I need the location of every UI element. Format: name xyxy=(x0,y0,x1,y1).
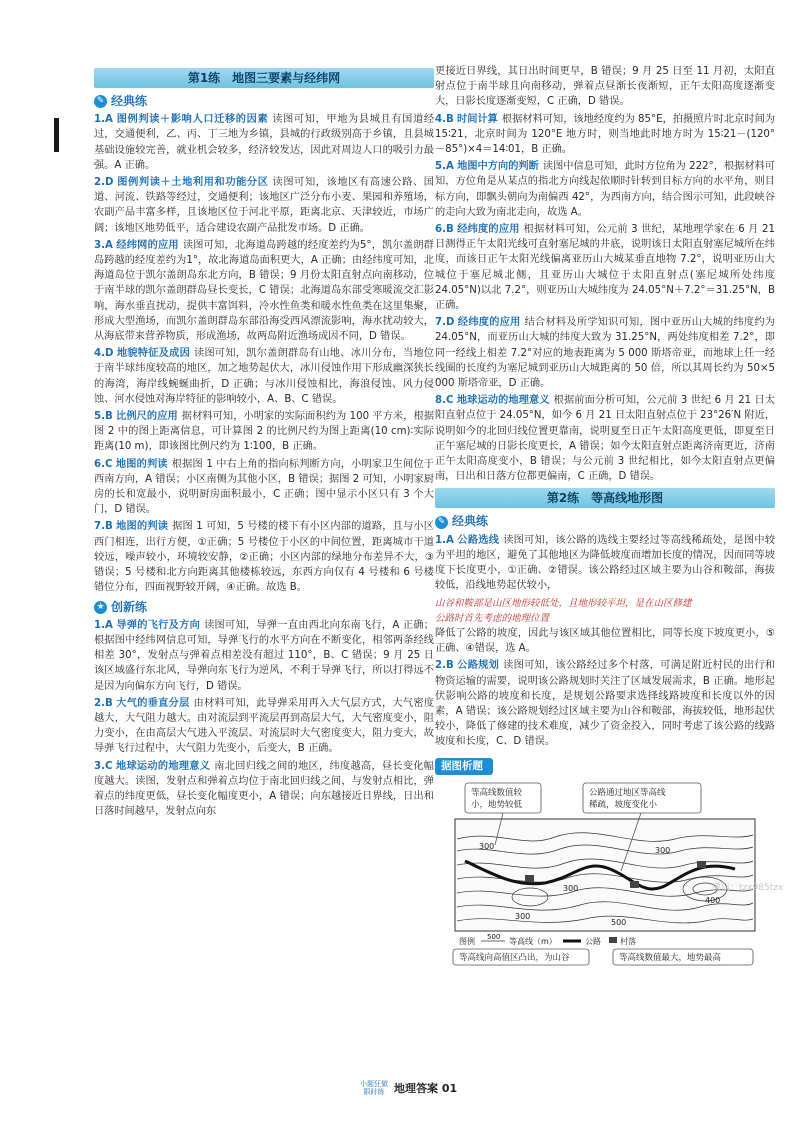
right-column xyxy=(435,64,775,967)
callout-right-line1: 公路通过地区等高线 xyxy=(589,787,666,798)
innovation-answer-list xyxy=(94,618,434,820)
answer-topic: 经纬度的应用 xyxy=(457,224,520,236)
watermark-text: 微信：tzx985tzx xyxy=(712,883,784,893)
contour-map-svg xyxy=(435,779,773,967)
contour-map-figure xyxy=(435,779,773,967)
answer-number: 6.C xyxy=(94,458,113,470)
answer-text: 由材料可知，此导弹采用再入大气层方式，大气密度越大，大气阻力越大。由对流层到平流层再到高层大气，大气密度变小，阻力变小，在由高层大气进入平流层、对流层时大气密度变大，阻力变大，故导弹飞行过程中，大气阻力先变小，后变大，B 正确。 xyxy=(94,697,435,755)
answer-item xyxy=(94,175,434,236)
village-marker xyxy=(630,881,639,888)
callout-left-line1: 等高线数值较 xyxy=(471,787,523,798)
map-analysis-banner: 据图析题 xyxy=(435,758,493,775)
answer-item xyxy=(94,759,434,820)
answer-item xyxy=(435,159,775,220)
contour-label: 400 xyxy=(705,895,721,905)
answer-item xyxy=(94,457,434,518)
answer-number: 6.B xyxy=(435,224,454,236)
answer-topic: 导弹的飞行及方向 xyxy=(116,619,201,631)
answer-number: 2.B xyxy=(94,697,113,709)
answer-number: 3.A xyxy=(94,239,113,251)
answer-topic: 比例尺的应用 xyxy=(116,411,178,423)
answer-item xyxy=(435,393,775,484)
answer-item xyxy=(94,112,434,173)
answer-item xyxy=(94,618,434,694)
page-edge-mark xyxy=(54,118,59,152)
village-marker xyxy=(525,875,534,882)
contour-label: 300 xyxy=(515,911,531,921)
answer-topic: 地貌特征及成因 xyxy=(116,348,191,360)
answer-item xyxy=(435,222,775,313)
lesson2-title: 第2练 等高线地形图 xyxy=(435,488,775,508)
answer-item xyxy=(94,238,434,344)
answer-number: 7.D xyxy=(435,317,455,329)
contour-label: 300 xyxy=(655,845,671,855)
answer-text: 降低了公路的坡度，因此与该区域其他位置相比，同等长度下坡度更小，⑤正确、④错误，选 A。 xyxy=(435,627,775,655)
answer-number: 4.D xyxy=(94,348,114,360)
answer-text: 读图可知，凯尔盖朗群岛有山地、冰川分布，当地位于南半球纬度较高的地区，加之地势起伏大，冰川侵蚀作用下形成幽深狭长的海湾，海岸线蜿蜒曲折，D 正确；与冰川侵蚀相比，海浪侵蚀、风力侵蚀、河水侵蚀对海岸特征的影响较小，A、B、C 错误。 xyxy=(94,348,434,405)
answer-topic: 地球运动的地理意义 xyxy=(456,395,550,407)
answer-text: 读图可知，该地区有高速公路、国道、河流、铁路等经过，交通便利；该地区广泛分布小麦、果园和养殖场，农副产品丰富多样，且该地区位于河北平原，距离北京、天津较近，市场广阔；该地区地势低平，适合建设农副产品批发市场。D 正确。 xyxy=(94,177,434,234)
answer-number: 1.A xyxy=(94,619,113,631)
answer-text: 据材料可知，小明家的实际面积约为 100 平方米，根据图 2 中的图上距离信息，可计算图 2 的比例尺约为图上距离(10 cm)∶实际距离(10 m)，即该图比例尺约为 1∶100，B 正确。 xyxy=(94,411,435,453)
answer-text: 读图可知，该公路的选线主要经过等高线稀疏处，是图中较为平坦的地区，避免了其他地区为降低坡度而增加长度的情况，因而同等坡度下长度更小，①正确、②错误。该公路经过区域主要为山谷和鞍部，海拔较低，沿线地势起伏较小， xyxy=(435,534,775,592)
legend-road-text: 公路 xyxy=(585,936,601,946)
answer-topic: 公路规划 xyxy=(457,660,500,672)
callout-bottom-right: 等高线数值最大，地势最高 xyxy=(619,952,722,963)
callout-left-line2: 小，地势较低 xyxy=(471,799,523,810)
answer-text: 读图可知，导弹一直由西北向东南飞行，A 正确；根据图中经纬网信息可知，导弹飞行的水平方向在不断变化，相邻两条经线相差 30°，发射点与弹着点相差没有超过 110°，B、C 错误；9 月 25 日该区域盛行东北风，导弹向东飞行为逆风，不利于导弹飞行，所以打得远不是因为向偏东方向飞行，D 错误。 xyxy=(94,619,434,692)
answer-text: 南北回归线之间的地区，纬度越高，昼长变化幅度越大。读图，发射点和弹着点均位于南北回归线之间，与发射点相比，弹着点的纬度更低，昼长变化幅度更小，A 错误；向东越接近日界线，日出和日落时间越早，发射点向东 xyxy=(94,760,434,818)
answer-item xyxy=(435,112,775,158)
answer-item xyxy=(435,658,775,749)
lesson1-answer-list xyxy=(94,112,434,595)
village-marker xyxy=(697,861,706,868)
answer-text: 根据材料可知，该地经度约为 85°E，拍摄照片时北京时间为 15∶21，北京时间为 120°E 地方时，则当地此时地方时为 15∶21－(120°－85°)×4＝14∶01，B 正确。 xyxy=(435,113,775,156)
answer-item xyxy=(94,409,434,455)
right-answer-list xyxy=(435,64,775,484)
answer-item xyxy=(94,519,434,595)
callout-bottom-left: 等高线向高值区凸出，为山谷 xyxy=(459,952,570,963)
answer-number: 8.C xyxy=(435,395,454,407)
pencil-circle-icon: ✎ xyxy=(94,95,107,108)
lesson2-answer-list xyxy=(435,626,775,750)
answer-text: 根据前面分析可知，公元前 3 世纪 6 月 21 日太阳直射点位于 24.05°N，如今 6 月 21 日太阳直射点位于 23°26′N 附近，说明如今的北回归线位置更靠南，说明夏至日正午太阳高度更低，即夏至日正午塞尼城的日影长度更长，A 错误；如今太阳直射点距离济南更近，济南正午太阳高度变小，B 错误；与公元前 3 世纪相比，如今太阳直射点更偏南，日出和日落方位都更偏南，C 正确，D 错误。 xyxy=(435,395,776,483)
answer-topic: 地球运动的地理意义 xyxy=(115,760,211,772)
handwritten-note-1: 山谷和鞍部是山区地形较低处，且地形较平坦，是在山区修建 xyxy=(435,597,692,609)
lesson2-classic-heading: ✎ 经典练 xyxy=(435,514,775,529)
contour-label: 300 xyxy=(479,841,495,851)
answer-number: 2.D xyxy=(94,177,114,189)
answer-number: 1.A xyxy=(435,534,454,546)
answer-text: 读图中信息可知，此时方位角为 222°，根据材料可知，方位角是从某点的指北方向线起依顺时针转到目标方向的水平角，则目标方向，即飘头朝向为南偏西 42°，为西南方向，结合图示可知，此段峡谷的走向大致为南北走向，故选 A。 xyxy=(435,161,775,218)
left-column xyxy=(94,64,434,821)
lesson1-title: 第1练 地图三要素与经纬网 xyxy=(94,68,434,88)
legend-contour-text: 等高线（m） xyxy=(509,936,557,946)
contour-label: 500 xyxy=(611,917,627,927)
footer-title: 地理答案 01 xyxy=(394,1082,458,1095)
answer-topic: 公路选线 xyxy=(457,534,500,546)
answer-number: 5.A xyxy=(435,161,454,173)
callout-right-line2: 稀疏，坡度变化小 xyxy=(589,799,658,810)
answer-text: 根据图 1 中右上角的指向标判断方向，小明家卫生间位于西南方向，A 错误；小区南侧为其他小区，B 错误；据图 2 可知，小明家厨房的长和宽最小，说明厨房面积最小，C 正确；图中显示小区只有 3 个大门，D 错误。 xyxy=(94,458,434,516)
answer-item xyxy=(435,315,775,391)
answer-topic: 地图中方向的判断 xyxy=(457,161,539,173)
answer-text: 据图 1 可知，5 号楼的楼下有小区内部的道路，且与小区西门相连，出行方便，①正确；5 号楼位于小区的中间位置，距离城市干道较远，噪声较小，环境较安静，②正确；小区内部的绿地分布差异不大，③错误；5 号楼和北方向距离其他楼栋较远，东西方向仅有 4 号楼和 6 号楼错位分布，四面视野较开阔，④正确。故选 B。 xyxy=(94,521,434,594)
answer-topic: 经纬网的应用 xyxy=(116,239,179,251)
answer-topic: 图例判读＋土地利用和功能分区 xyxy=(117,177,269,189)
legend-village-marker xyxy=(609,937,617,943)
answer-topic: 图例判读＋影响人口迁移的因素 xyxy=(116,114,269,126)
answer-text: 结合材料及所学知识可知，图中亚历山大城的纬度约为 24.05°N，而亚历山大城的纬度大致为 31.25°N，两处纬度相差 7.2°，即同一经线上相差 7.2°对应的地表距离为 5 000 斯塔帝亚，而地球上任一经线圈的长度约为塞尼城到亚历山大城距离的 50 倍，所以其周长约为 50×5 000 斯塔帝亚，D 正确。 xyxy=(435,317,775,390)
handwritten-note-2: 公路时首先考虑的地理位置 xyxy=(435,612,550,624)
answer-number: 7.B xyxy=(94,521,113,533)
answer-topic: 时间计算 xyxy=(457,113,498,125)
brand-logo: 小题狂做 限时练 xyxy=(360,1080,388,1096)
lesson2-answer-1 xyxy=(435,533,775,594)
classic-practice-heading: ✎ 经典练 xyxy=(94,94,434,109)
contour-label: 300 xyxy=(563,883,579,893)
answer-text: 更接近日界线，其日出时间更早，B 错误；9 月 25 日至 11 月初，太阳直射点位于南半球且向南移动，弹着点昼渐长夜渐短，正午太阳高度逐渐变大，日影长度逐渐变短，C 正确，D 错误。 xyxy=(435,66,775,108)
answer-topic: 地图的判读 xyxy=(116,521,169,533)
page-footer xyxy=(360,1080,457,1096)
answer-item xyxy=(94,696,434,757)
answer-number: 3.C xyxy=(94,760,113,772)
legend-contour-value: 500 xyxy=(487,932,501,941)
answer-item xyxy=(435,533,775,594)
answer-number: 4.B xyxy=(435,113,454,125)
answer-number: 1.A xyxy=(94,114,113,126)
innovation-practice-heading: ★ 创新练 xyxy=(94,600,434,615)
answer-number: 5.B xyxy=(94,411,113,423)
answer-topic: 大气的垂直分层 xyxy=(116,697,190,709)
answer-topic: 地图的判读 xyxy=(115,458,168,470)
answer-number: 2.B xyxy=(435,660,454,672)
pencil-circle-icon: ✎ xyxy=(435,516,448,529)
answer-text: 根据材料可知，公元前 3 世纪，某地理学家在 6 月 21 日测得正午太阳光线可直射塞尼城的井底，说明该日太阳直射塞尼城所在纬度，而该日正午太阳光线偏离亚历山大城某垂直地物 7.2°，说明亚历山大城位于塞尼城北侧，且亚历山大城位于太阳直射点(塞尼城所处纬度 24.05°N)以北 7.2°，则亚历山大城纬度为 24.05°N＋7.2°＝31.25°N，B 正确。 xyxy=(435,224,776,312)
lightbulb-circle-icon: ★ xyxy=(94,601,107,614)
answer-item xyxy=(435,64,775,110)
legend-label: 图例 xyxy=(459,936,475,946)
answer-item xyxy=(435,626,775,656)
answer-item xyxy=(94,346,434,407)
legend-village-text: 村落 xyxy=(620,936,636,946)
answer-text: 读图可知，北海道岛跨越的经度差约为5°，凯尔盖朗群岛跨越的经度差约为1°，故北海道岛面积更大，A 正确；由经纬度可知，北海道岛位于凯尔盖朗岛东北方向，B 错误；9 月份太阳直射点向南移动，位于南半球的凯尔盖朗群岛昼长变长，C 错误；北海道岛东部受寒暖流交汇影响，海水垂直扰动，提供丰富饵料，冷水性鱼类和暖水性鱼类在这里集聚，形成大型渔场，而凯尔盖朗群岛东部沿海受西风漂流影响，海水扰动较大，从海底带来营养物质，形成渔场，故两岛附近渔场成因不同，D 错误。 xyxy=(94,239,434,343)
answer-text: 读图可知，甲地为县城且有国道经过，交通便利，乙、丙、丁三地为乡镇，县城的行政级别高于乡镇，且县城基础设施较完善，就业机会较多，经济较发达，因此对周边人口的吸引力最强。A 正确。 xyxy=(94,114,435,171)
answer-text: 读图可知，该公路经过多个村落，可满足附近村民的出行和物资运输的需要，说明该公路规划时关注了区域发展需求，B 正确。地形起伏影响公路的坡度和长度，是规划公路要求选择线路坡度和长度以外的因素，A 错误；该公路规划经过区域主要为山谷和鞍部，海拔较低，地形起伏较小，降低了修建的技术难度，减少了资金投入，同时考虑了该公路的线路坡度和长度，C、D 错误。 xyxy=(435,660,776,748)
answer-topic: 经纬度的应用 xyxy=(457,317,521,329)
